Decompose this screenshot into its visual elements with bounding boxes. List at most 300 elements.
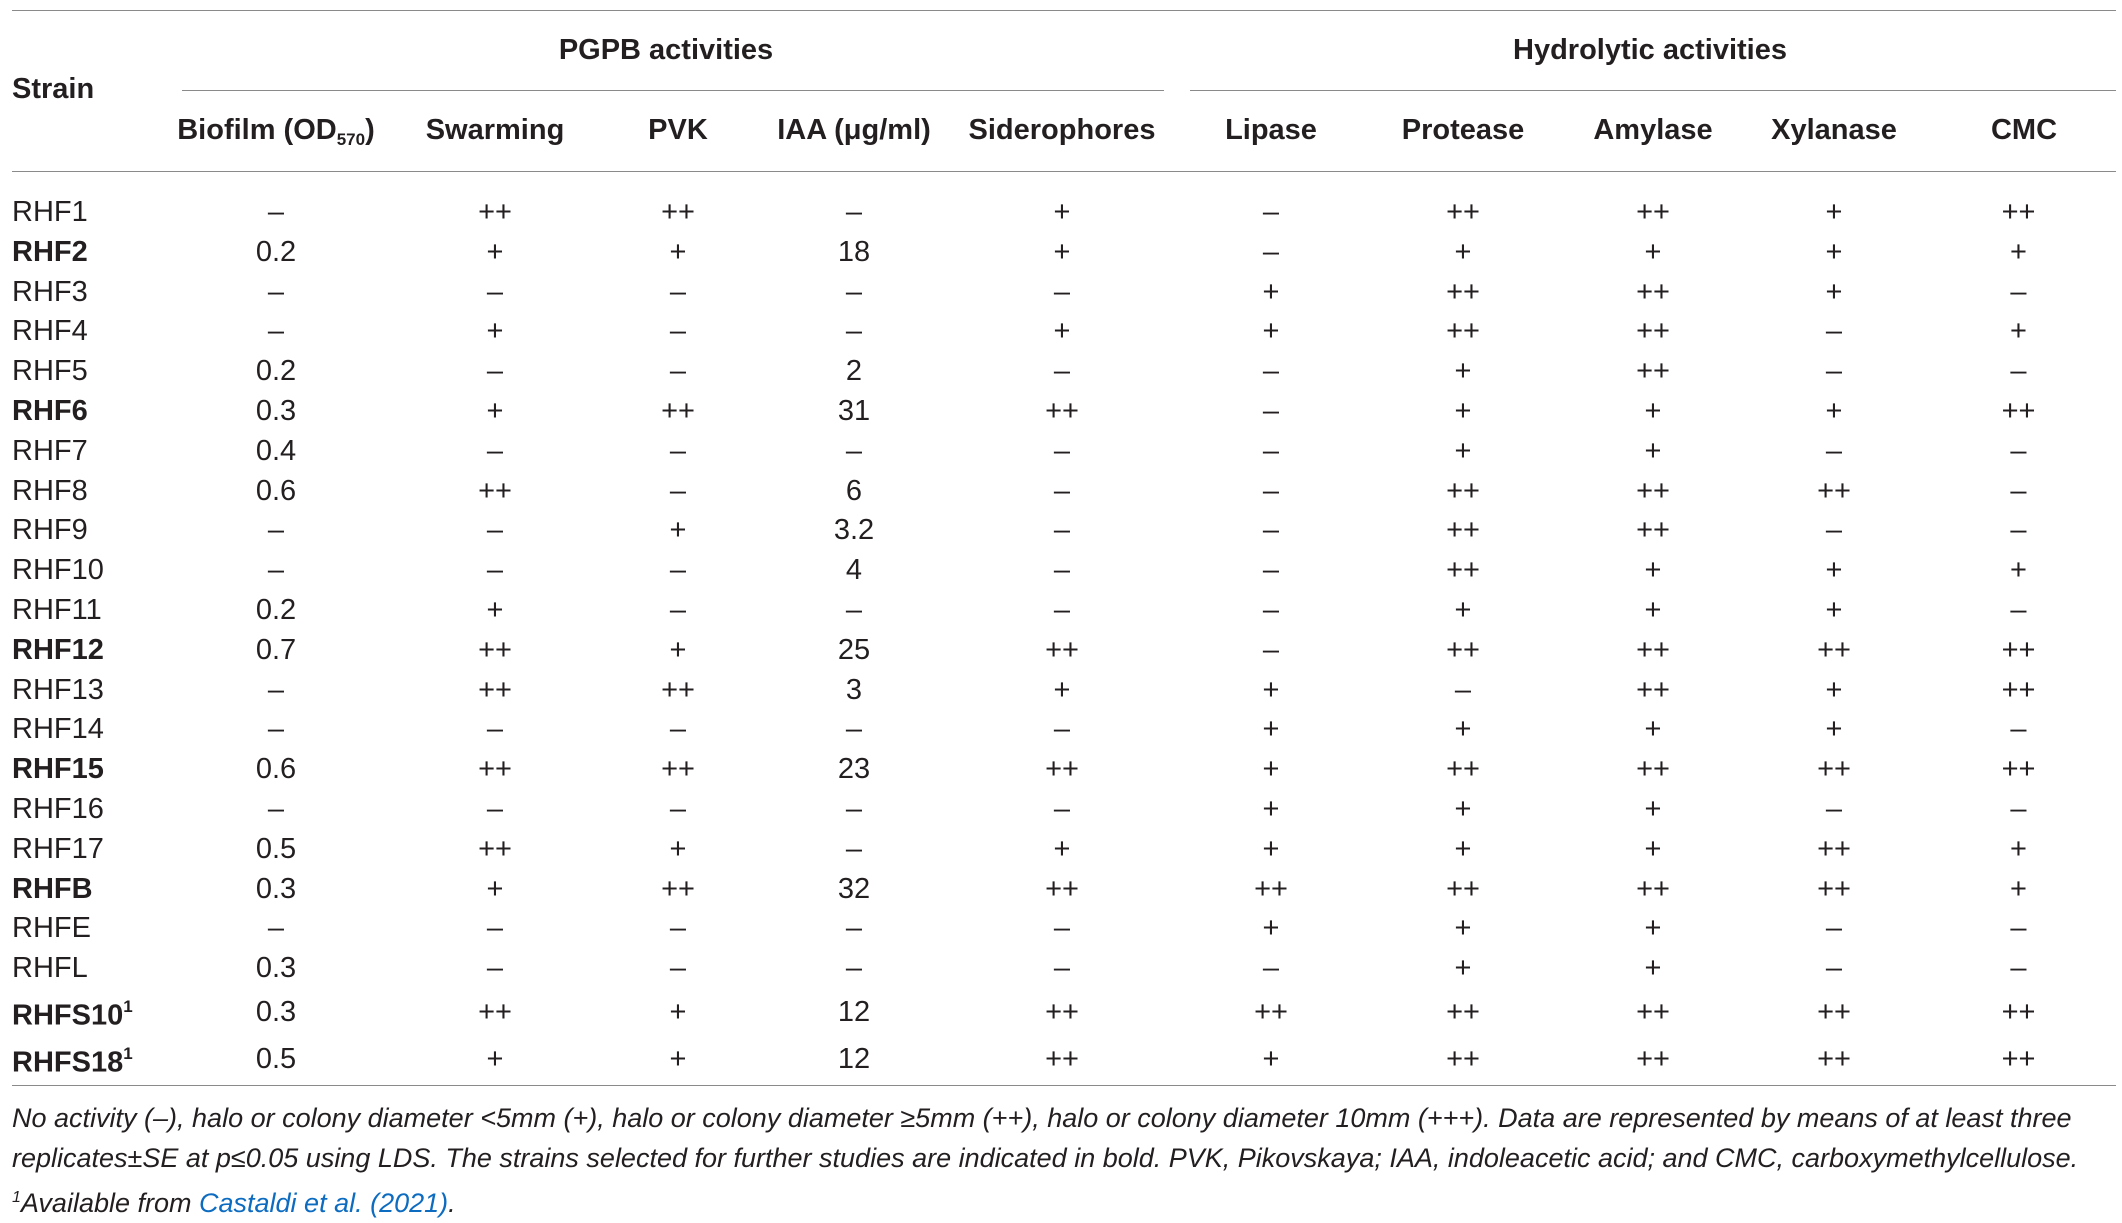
- protease-cell: +: [1454, 952, 1472, 985]
- table-row: [0, 352, 2122, 392]
- strain-cell: [0, 193, 165, 233]
- strain-name: RHF10: [12, 554, 104, 587]
- amylase-cell: ++: [1636, 872, 1670, 905]
- siderophores-cell: –: [1053, 514, 1071, 547]
- siderophores-cell: –: [1053, 554, 1071, 587]
- cmc-cell: +: [2010, 832, 2027, 865]
- amylase-cell: +: [1644, 434, 1662, 467]
- strain-cell: [0, 671, 165, 711]
- footnote-text: No activity (–), halo or colony diameter <5mm (+), halo or colony diameter ≥5mm (++), halo or colony diameter 10mm (+++). Data are represented by means of at least three replicates±SE at p≤0.05 using LDS. The strains selected for further studies are indicated in bold. PVK, Pikovskaya; IAA, indoleacetic acid; and CMC, carboxymethylcellulose.: [12, 1103, 2079, 1173]
- iaa-cell: 25: [837, 633, 871, 666]
- pvk-cell: +: [669, 832, 687, 865]
- iaa-cell: 3.2: [833, 514, 875, 547]
- lipase-cell: +: [1262, 792, 1280, 825]
- biofilm-cell: –: [267, 196, 285, 228]
- strain-cell: [0, 352, 165, 392]
- amylase-cell: ++: [1636, 474, 1670, 507]
- xylanase-cell: –: [1825, 434, 1843, 467]
- biofilm-cell: 0.3: [255, 872, 297, 905]
- iaa-cell: 18: [837, 235, 871, 268]
- lipase-cell: +: [1262, 753, 1280, 786]
- xylanase-cell: –: [1825, 952, 1843, 985]
- swarming-cell: ++: [478, 832, 512, 865]
- swarming-cell: +: [486, 593, 504, 626]
- lipase-cell: +: [1262, 315, 1280, 348]
- protease-cell: +: [1454, 355, 1472, 388]
- lipase-cell: –: [1262, 394, 1280, 427]
- iaa-cell: 31: [837, 394, 871, 427]
- cmc-cell: –: [2010, 275, 2027, 308]
- strain-footnote-marker: 1: [123, 1044, 133, 1064]
- cmc-cell: ++: [2001, 394, 2036, 427]
- header-xylanase: Xylanase: [1771, 114, 1897, 146]
- table-row: [0, 273, 2122, 313]
- swarming-cell: –: [486, 275, 504, 308]
- xylanase-cell: –: [1825, 912, 1843, 945]
- siderophores-cell: –: [1053, 275, 1071, 308]
- cmc-cell: –: [2010, 713, 2027, 746]
- pvk-cell: –: [669, 315, 687, 348]
- header-protease: Protease: [1401, 114, 1525, 146]
- strain-name: RHF3: [12, 275, 88, 308]
- strain-name: RHFL: [12, 952, 88, 985]
- protease-cell: ++: [1446, 753, 1480, 786]
- lipase-cell: –: [1262, 196, 1280, 228]
- siderophores-cell: ++: [1045, 1043, 1079, 1076]
- table-row: [0, 750, 2122, 790]
- cmc-cell: –: [2010, 952, 2027, 985]
- lipase-cell: +: [1262, 832, 1280, 865]
- strain-cell: [0, 511, 165, 551]
- biofilm-cell: 0.3: [255, 995, 297, 1028]
- protease-cell: +: [1454, 434, 1472, 467]
- header-siderophores: Siderophores: [968, 114, 1156, 146]
- header-iaa: IAA (μg/ml): [777, 114, 931, 146]
- biofilm-cell: 0.2: [255, 235, 297, 268]
- swarming-cell: –: [486, 355, 504, 388]
- strain-name: RHFE: [12, 912, 91, 945]
- protease-cell: ++: [1446, 315, 1480, 348]
- protease-cell: +: [1454, 832, 1472, 865]
- biofilm-cell: 0.5: [255, 832, 297, 865]
- xylanase-cell: –: [1825, 514, 1843, 547]
- table-row: [0, 312, 2122, 352]
- iaa-cell: –: [845, 434, 863, 467]
- lipase-cell: –: [1262, 235, 1280, 268]
- siderophores-cell: +: [1053, 832, 1071, 865]
- biofilm-cell: 0.7: [255, 633, 297, 666]
- pvk-cell: –: [669, 912, 687, 945]
- cmc-cell: +: [2010, 315, 2027, 348]
- cmc-cell: –: [2010, 474, 2027, 507]
- xylanase-cell: –: [1825, 315, 1843, 348]
- amylase-cell: +: [1644, 235, 1662, 268]
- amylase-cell: ++: [1636, 196, 1670, 228]
- swarming-cell: ++: [478, 673, 512, 706]
- header-cmc: CMC: [1990, 114, 2058, 146]
- biofilm-cell: 0.6: [255, 474, 297, 507]
- table-row: [0, 949, 2122, 989]
- strain-name: RHF6: [12, 394, 88, 427]
- table-body: [0, 193, 2122, 1084]
- hydrolytic-group-rule: [1190, 90, 2116, 91]
- table-row: [0, 591, 2122, 631]
- siderophores-cell: –: [1053, 792, 1071, 825]
- iaa-cell: –: [845, 952, 863, 985]
- strain-name: RHF11: [12, 593, 102, 626]
- amylase-cell: +: [1644, 832, 1662, 865]
- pvk-cell: +: [669, 235, 687, 268]
- footnote-available: Available from: [20, 1188, 199, 1218]
- biofilm-cell: 0.3: [255, 952, 297, 985]
- iaa-cell: –: [845, 912, 863, 945]
- iaa-cell: 2: [845, 355, 863, 388]
- amylase-cell: ++: [1636, 673, 1670, 706]
- strain-cell: [0, 830, 165, 870]
- cmc-cell: ++: [2001, 1043, 2036, 1076]
- strain-name: RHF12: [12, 633, 104, 666]
- iaa-cell: –: [845, 792, 863, 825]
- swarming-cell: +: [486, 394, 504, 427]
- strain-name: RHF4: [12, 315, 88, 348]
- protease-cell: +: [1454, 792, 1472, 825]
- pvk-cell: +: [669, 633, 687, 666]
- strain-cell: [0, 591, 165, 631]
- xylanase-cell: +: [1825, 394, 1843, 427]
- xylanase-cell: –: [1825, 355, 1843, 388]
- strain-cell: [0, 432, 165, 472]
- pvk-cell: –: [669, 593, 687, 626]
- iaa-cell: 6: [845, 474, 863, 507]
- siderophores-cell: –: [1053, 912, 1071, 945]
- lipase-cell: +: [1262, 1043, 1280, 1076]
- citation-link[interactable]: Castaldi et al. (2021): [199, 1188, 449, 1218]
- amylase-cell: ++: [1636, 1043, 1670, 1076]
- xylanase-cell: ++: [1817, 995, 1851, 1028]
- xylanase-cell: +: [1825, 275, 1843, 308]
- header-group-pgpb: PGPB activities: [558, 34, 774, 66]
- amylase-cell: ++: [1636, 315, 1670, 348]
- biofilm-cell: –: [267, 514, 285, 547]
- siderophores-cell: –: [1053, 355, 1071, 388]
- cmc-cell: –: [2010, 912, 2027, 945]
- pvk-cell: –: [669, 355, 687, 388]
- lipase-cell: +: [1262, 275, 1280, 308]
- amylase-cell: +: [1644, 713, 1662, 746]
- swarming-cell: –: [486, 554, 504, 587]
- protease-cell: ++: [1446, 196, 1480, 228]
- protease-cell: +: [1454, 713, 1472, 746]
- swarming-cell: –: [486, 514, 504, 547]
- strain-footnote-marker: 1: [123, 996, 133, 1016]
- swarming-cell: –: [486, 912, 504, 945]
- pvk-cell: –: [669, 434, 687, 467]
- siderophores-cell: –: [1053, 474, 1071, 507]
- strain-cell: [0, 909, 165, 949]
- lipase-cell: –: [1262, 434, 1280, 467]
- biofilm-cell: –: [267, 912, 285, 945]
- strain-cell: [0, 392, 165, 432]
- biofilm-cell: 0.2: [255, 593, 297, 626]
- strain-name: RHF16: [12, 792, 104, 825]
- strain-cell: [0, 790, 165, 830]
- lipase-cell: +: [1262, 673, 1280, 706]
- amylase-cell: +: [1644, 912, 1662, 945]
- protease-cell: ++: [1446, 1043, 1480, 1076]
- xylanase-cell: +: [1825, 196, 1843, 228]
- strain-name: RHF2: [12, 235, 88, 268]
- strain-cell: [0, 631, 165, 671]
- cmc-cell: –: [2010, 593, 2027, 626]
- lipase-cell: –: [1262, 554, 1280, 587]
- siderophores-cell: +: [1053, 235, 1071, 268]
- amylase-cell: ++: [1636, 633, 1670, 666]
- amylase-cell: ++: [1636, 514, 1670, 547]
- swarming-cell: +: [486, 872, 504, 905]
- table-row: [0, 909, 2122, 949]
- biofilm-cell: 0.5: [255, 1043, 297, 1076]
- cmc-cell: ++: [2001, 196, 2036, 228]
- protease-cell: –: [1454, 673, 1472, 706]
- pvk-cell: –: [669, 713, 687, 746]
- iaa-cell: –: [845, 196, 863, 228]
- cmc-cell: –: [2010, 355, 2027, 388]
- xylanase-cell: +: [1825, 673, 1843, 706]
- table-row: [0, 830, 2122, 870]
- swarming-cell: –: [486, 434, 504, 467]
- swarming-cell: –: [486, 952, 504, 985]
- pvk-cell: +: [669, 1043, 687, 1076]
- xylanase-cell: ++: [1817, 633, 1851, 666]
- protease-cell: +: [1454, 593, 1472, 626]
- iaa-cell: 4: [845, 554, 863, 587]
- pvk-cell: +: [669, 514, 687, 547]
- cmc-cell: –: [2010, 514, 2027, 547]
- table-row: [0, 790, 2122, 830]
- pgpb-group-rule: [182, 90, 1164, 91]
- siderophores-cell: –: [1053, 952, 1071, 985]
- lipase-cell: +: [1262, 912, 1280, 945]
- pvk-cell: ++: [661, 753, 695, 786]
- lipase-cell: –: [1262, 474, 1280, 507]
- siderophores-cell: ++: [1045, 753, 1079, 786]
- table-row: [0, 671, 2122, 711]
- table-row: [0, 870, 2122, 910]
- strain-cell: [0, 233, 165, 273]
- xylanase-cell: –: [1825, 792, 1843, 825]
- cmc-cell: +: [2010, 554, 2027, 587]
- swarming-cell: +: [486, 1043, 504, 1076]
- swarming-cell: ++: [478, 995, 512, 1028]
- pvk-cell: ++: [661, 196, 695, 228]
- amylase-cell: ++: [1636, 995, 1670, 1028]
- biofilm-label: Biofilm (OD: [177, 114, 337, 146]
- table-row: [0, 432, 2122, 472]
- strain-name: RHFS10: [12, 999, 124, 1032]
- table-row: [0, 392, 2122, 432]
- cmc-cell: +: [2010, 235, 2027, 268]
- siderophores-cell: ++: [1045, 872, 1079, 905]
- table-row: [0, 511, 2122, 551]
- protease-cell: +: [1454, 394, 1472, 427]
- strain-cell: [0, 949, 165, 989]
- bottom-rule: [12, 1085, 2116, 1086]
- xylanase-cell: ++: [1817, 1043, 1851, 1076]
- swarming-cell: +: [486, 235, 504, 268]
- xylanase-cell: +: [1825, 713, 1843, 746]
- header-group-hydrolytic: Hydrolytic activities: [1513, 34, 1787, 66]
- strain-name: RHF14: [12, 713, 104, 746]
- table-row: [0, 989, 2122, 1036]
- siderophores-cell: +: [1053, 673, 1071, 706]
- xylanase-cell: ++: [1817, 474, 1851, 507]
- iaa-cell: 3: [845, 673, 863, 706]
- header-strain: Strain: [12, 73, 95, 105]
- strain-cell: [0, 472, 165, 512]
- protease-cell: ++: [1446, 872, 1480, 905]
- biofilm-close: ): [365, 114, 375, 146]
- strain-name: RHFS18: [12, 1047, 124, 1080]
- table-row: [0, 233, 2122, 273]
- cmc-cell: ++: [2001, 753, 2036, 786]
- header-biofilm: [177, 114, 375, 147]
- siderophores-cell: ++: [1045, 995, 1079, 1028]
- amylase-cell: +: [1644, 593, 1662, 626]
- strain-name: RHF7: [12, 434, 88, 467]
- swarming-cell: +: [486, 315, 504, 348]
- header-amylase: Amylase: [1593, 114, 1713, 146]
- siderophores-cell: +: [1053, 196, 1071, 228]
- pvk-cell: –: [669, 952, 687, 985]
- protease-cell: ++: [1446, 474, 1480, 507]
- amylase-cell: +: [1644, 952, 1662, 985]
- swarming-cell: ++: [478, 633, 512, 666]
- iaa-cell: –: [845, 832, 863, 865]
- amylase-cell: +: [1644, 394, 1662, 427]
- xylanase-cell: +: [1825, 235, 1843, 268]
- amylase-cell: ++: [1636, 753, 1670, 786]
- biofilm-cell: 0.6: [255, 753, 297, 786]
- iaa-cell: –: [845, 275, 863, 308]
- strain-name: RHF1: [12, 196, 88, 228]
- strain-name: RHF9: [12, 514, 88, 547]
- iaa-cell: –: [845, 315, 863, 348]
- xylanase-cell: ++: [1817, 872, 1851, 905]
- amylase-cell: +: [1644, 554, 1662, 587]
- protease-cell: ++: [1446, 633, 1480, 666]
- strain-name: RHFB: [12, 872, 93, 905]
- amylase-cell: ++: [1636, 355, 1670, 388]
- pvk-cell: ++: [661, 394, 695, 427]
- pvk-cell: –: [669, 554, 687, 587]
- table-row: [0, 710, 2122, 750]
- xylanase-cell: ++: [1817, 753, 1851, 786]
- pvk-cell: +: [669, 995, 687, 1028]
- footnote-marker: 1: [12, 1189, 21, 1206]
- table-row: [0, 193, 2122, 233]
- biofilm-cell: –: [267, 792, 285, 825]
- protease-cell: +: [1454, 912, 1472, 945]
- pvk-cell: –: [669, 474, 687, 507]
- biofilm-cell: –: [267, 554, 285, 587]
- footnote: [12, 1098, 2112, 1223]
- cmc-cell: ++: [2001, 995, 2036, 1028]
- cmc-cell: –: [2010, 792, 2027, 825]
- biofilm-cell: –: [267, 315, 285, 348]
- biofilm-cell: 0.3: [255, 394, 297, 427]
- strain-cell: [0, 750, 165, 790]
- lipase-cell: –: [1262, 355, 1280, 388]
- footnote-period: .: [448, 1188, 456, 1218]
- table-row: [0, 1036, 2122, 1083]
- xylanase-cell: ++: [1817, 832, 1851, 865]
- swarming-cell: ++: [478, 474, 512, 507]
- strain-name: RHF5: [12, 355, 88, 388]
- swarming-cell: ++: [478, 196, 512, 228]
- xylanase-cell: +: [1825, 554, 1843, 587]
- strain-cell: [0, 870, 165, 910]
- data-table: [0, 193, 2122, 1084]
- strain-cell: [0, 273, 165, 313]
- cmc-cell: ++: [2001, 633, 2036, 666]
- strain-name: RHF8: [12, 474, 88, 507]
- pvk-cell: –: [669, 792, 687, 825]
- protease-cell: ++: [1446, 554, 1480, 587]
- strain-name: RHF15: [12, 753, 104, 786]
- amylase-cell: ++: [1636, 275, 1670, 308]
- strain-name: RHF17: [12, 832, 104, 865]
- biofilm-cell: 0.2: [255, 355, 297, 388]
- lipase-cell: –: [1262, 514, 1280, 547]
- iaa-cell: 12: [837, 995, 871, 1028]
- lipase-cell: –: [1262, 952, 1280, 985]
- strain-cell: [0, 989, 165, 1036]
- iaa-cell: –: [845, 593, 863, 626]
- biofilm-subscript: 570: [336, 130, 366, 149]
- iaa-cell: 23: [837, 753, 871, 786]
- iaa-cell: 12: [837, 1043, 871, 1076]
- table-row: [0, 472, 2122, 512]
- biofilm-cell: –: [267, 673, 285, 706]
- biofilm-cell: –: [267, 713, 285, 746]
- strain-cell: [0, 1036, 165, 1083]
- protease-cell: ++: [1446, 275, 1480, 308]
- header-pvk: PVK: [648, 114, 708, 146]
- swarming-cell: ++: [478, 753, 512, 786]
- protease-cell: ++: [1446, 514, 1480, 547]
- cmc-cell: +: [2010, 872, 2027, 905]
- protease-cell: ++: [1446, 995, 1480, 1028]
- lipase-cell: +: [1262, 713, 1280, 746]
- header-bottom-rule: [12, 171, 2116, 172]
- siderophores-cell: ++: [1045, 633, 1079, 666]
- siderophores-cell: ++: [1045, 394, 1079, 427]
- amylase-cell: +: [1644, 792, 1662, 825]
- siderophores-cell: +: [1053, 315, 1071, 348]
- iaa-cell: 32: [837, 872, 871, 905]
- biofilm-cell: 0.4: [255, 434, 297, 467]
- strain-cell: [0, 312, 165, 352]
- table-row: [0, 631, 2122, 671]
- protease-cell: +: [1454, 235, 1472, 268]
- cmc-cell: ++: [2001, 673, 2036, 706]
- pvk-cell: ++: [661, 872, 695, 905]
- table-row: [0, 551, 2122, 591]
- strain-cell: [0, 551, 165, 591]
- top-rule: [12, 10, 2116, 11]
- header-lipase: Lipase: [1225, 114, 1317, 146]
- siderophores-cell: –: [1053, 593, 1071, 626]
